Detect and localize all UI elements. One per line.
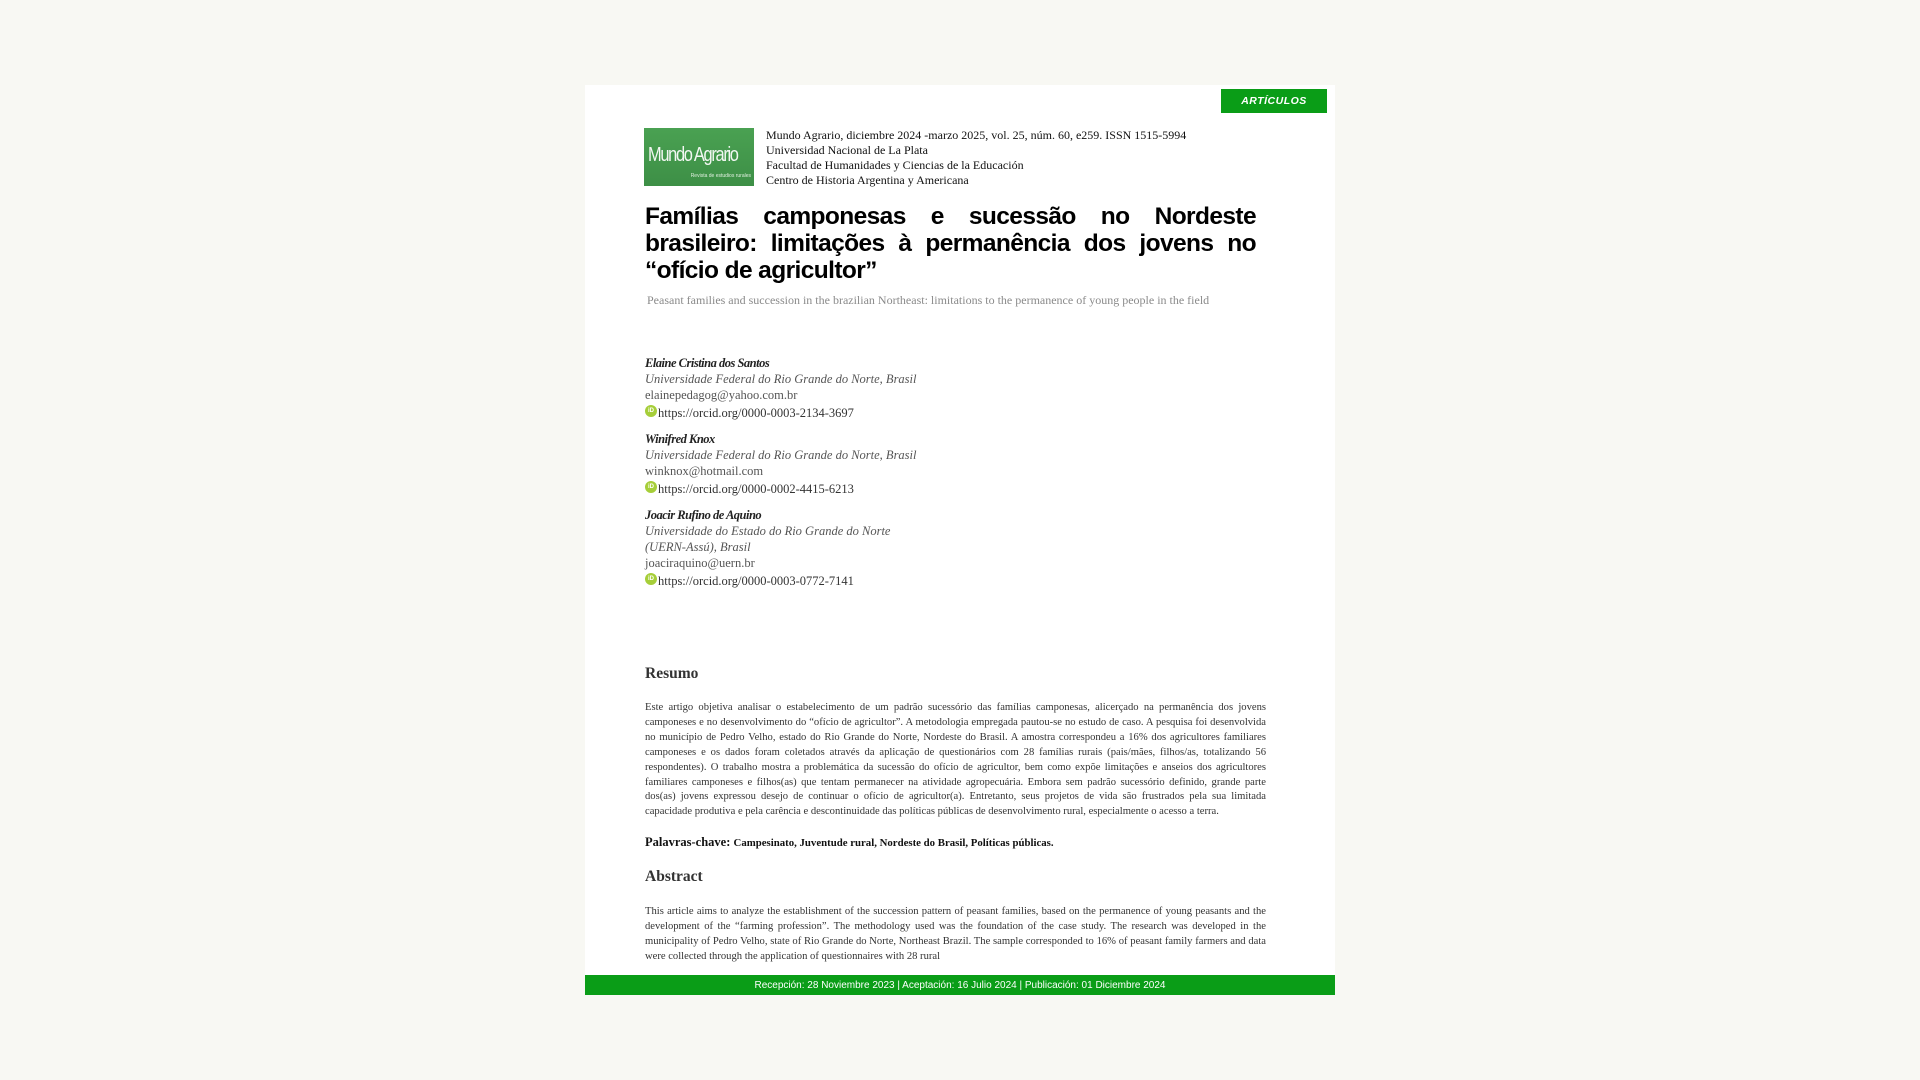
author-name: Joacir Rufino de Aquino	[645, 508, 762, 522]
journal-logo	[644, 128, 754, 186]
author-list	[645, 355, 965, 599]
journal-university: Universidad Nacional de La Plata	[766, 143, 928, 157]
author-block	[645, 507, 965, 589]
resumo-text: Este artigo objetiva analisar o estabelecimento de um padrão sucessório das famílias camponesas, alicerçado na permanência dos jovens camponeses e no desenvolvimento do “ofício de agricultor”. A metodologia empregada pautou-se no estudo de caso. A pesquisa foi desenvolvida no município de Pedro Velho, estado do Rio Grande do Norte, Nordeste do Brasil. A amostra correspondeu a 16% dos agricultores familiares camponeses e os dados foram coletados através da aplicação de questionários com 28 famílias rurais (pais/mães, filhos/as, totalizando 56 respondentes). O trabalho mostra a problemática da sucessão do ofício de agricultor, bem como expõe limitações e anseios dos agricultores familiares camponeses e filhos(as) que tentam permanecer na atividade agropecuária. Embora sem padrão sucessório definido, grande parte dos(as) jovens expressou desejo de continuar o ofício de agricultor(a). Entretanto, seus projetos de vida são frustrados pela sua limitada capacidade produtiva e pela carência e descontinuidade das políticas públicas de desenvolvimento rural, especialmente o acesso a terra.	[645, 702, 1266, 818]
author-affiliation: Universidade do Estado do Rio Grande do Norte (UERN-Assú), Brasil	[645, 524, 891, 554]
article-title: Famílias camponesas e sucessão no Nordeste brasileiro: limitações à permanência dos jovens no “ofício de agricultor”	[645, 203, 1256, 284]
author-name: Elaine Cristina dos Santos	[645, 356, 770, 370]
orcid-url[interactable]: https://orcid.org/0000-0002-4415-6213	[658, 482, 854, 496]
resumo-heading: Resumo	[645, 665, 699, 682]
article-page	[585, 85, 1335, 995]
journal-info	[766, 128, 1186, 188]
author-email[interactable]: winknox@hotmail.com	[645, 464, 764, 478]
orcid-icon: iD	[645, 573, 657, 585]
author-name: Winifred Knox	[645, 432, 715, 446]
abstract-text: This article aims to analyze the establishment of the succession pattern of peasant families, based on the permanence of young peasants and the development of the “farming profession”. The methodology used was the foundation of the case study. The research was developed in the municipality of Pedro Velho, state of Rio Grande do Norte, Northeast Brazil. The sample corresponded to 16% of peasant family farmers and data were collected through the application of questionnaires with 28 rural	[645, 906, 1266, 962]
keywords-label: Palavras-chave:	[645, 835, 731, 849]
author-email[interactable]: joaciraquino@uern.br	[645, 556, 755, 570]
author-email[interactable]: elainepedagog@yahoo.com.br	[645, 388, 798, 402]
keywords-list: Campesinato, Juventude rural, Nordeste do Brasil, Políticas públicas.	[733, 837, 1054, 849]
orcid-icon: iD	[645, 405, 657, 417]
orcid-url[interactable]: https://orcid.org/0000-0003-2134-3697	[658, 406, 854, 420]
author-affiliation: Universidade Federal do Rio Grande do Norte, Brasil	[645, 372, 917, 386]
author-orcid-link[interactable]	[645, 481, 965, 497]
dates-footer: Recepción: 28 Noviembre 2023 | Aceptación: 16 Julio 2024 | Publicación: 01 Diciembre 2024	[585, 975, 1335, 995]
journal-centre: Centro de Historia Argentina y Americana	[766, 173, 969, 187]
author-orcid-link[interactable]	[645, 573, 965, 589]
keywords	[645, 835, 1054, 850]
logo-tagline: Revista de estudios rurales	[690, 173, 751, 179]
author-affiliation: Universidade Federal do Rio Grande do Norte, Brasil	[645, 448, 917, 462]
author-orcid-link[interactable]	[645, 405, 965, 421]
author-block	[645, 431, 965, 497]
article-subtitle: Peasant families and succession in the brazilian Northeast: limitations to the permanence of young people in the field	[647, 293, 1210, 307]
journal-citation: Mundo Agrario, diciembre 2024 -marzo 2025, vol. 25, núm. 60, e259. ISSN 1515-5994	[766, 128, 1187, 142]
logo-name: Mundo Agrario	[648, 144, 738, 166]
abstract-heading: Abstract	[645, 868, 703, 885]
orcid-url[interactable]: https://orcid.org/0000-0003-0772-7141	[658, 574, 854, 588]
orcid-icon: iD	[645, 481, 657, 493]
journal-faculty: Facultad de Humanidades y Ciencias de la Educación	[766, 158, 1024, 172]
section-tag: ARTÍCULOS	[1221, 89, 1327, 113]
author-block	[645, 355, 965, 421]
